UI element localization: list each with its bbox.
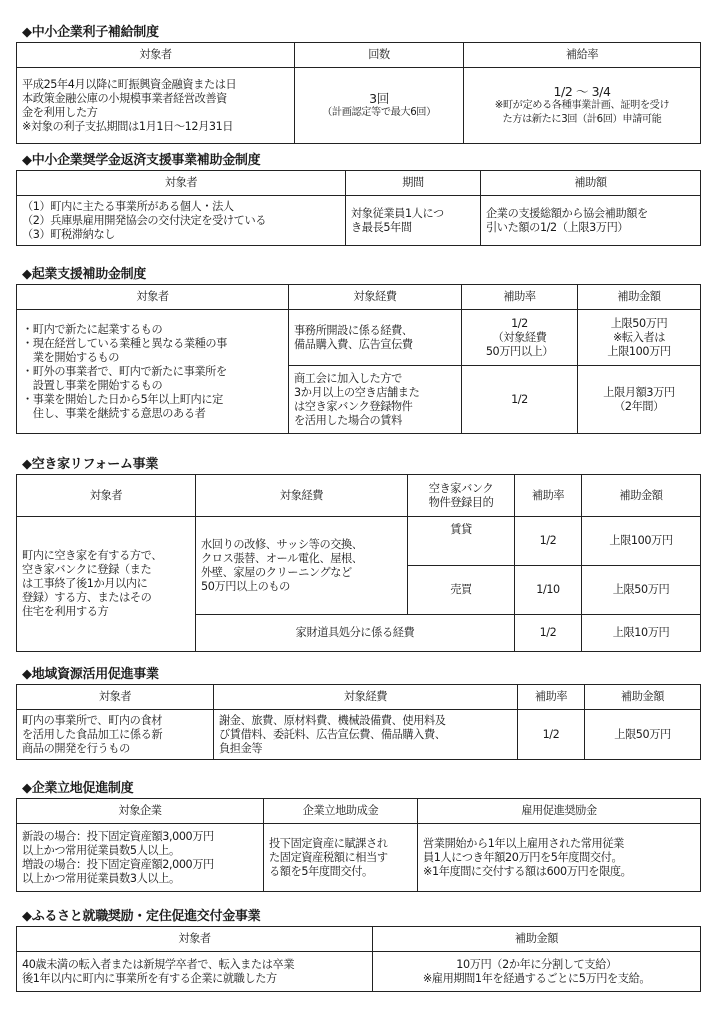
- amount-cell: 上限50万円: [582, 566, 701, 615]
- table-header-row: [17, 285, 701, 310]
- table-row: [17, 824, 701, 892]
- text-line: 増設の場合：投下固定資産額2,000万円: [22, 857, 214, 871]
- header-amount: 補助金額: [373, 927, 701, 952]
- section-startup-support: [16, 266, 701, 434]
- header-subsidy: 企業立地助成金: [264, 799, 418, 824]
- table-header-row: [17, 43, 701, 68]
- text-line: ・町内で新たに起業するもの: [22, 322, 163, 336]
- business-location-table: [16, 798, 701, 892]
- expense-cell: 家財道具処分に係る経費: [196, 615, 515, 652]
- header-target: 対象者: [17, 43, 295, 68]
- rate-cell: [464, 68, 701, 144]
- text-line: 50万円以上）: [485, 344, 554, 358]
- purpose-cell: 賃貸: [408, 517, 515, 566]
- text-line: 営業開始から1年以上雇用された常用従業: [423, 836, 624, 850]
- text-line: 町内に空き家を有する方で、: [22, 549, 163, 562]
- text-line: 設置し事業を開始するもの: [22, 378, 163, 392]
- purpose-cell: 売買: [408, 566, 515, 615]
- table-row: [17, 196, 701, 246]
- text-line: 平成25年4月以降に町振興資金融資または日: [22, 77, 237, 91]
- text-line: 町内の事業所で、町内の食材: [22, 713, 163, 727]
- text-line: （3）町税滞納なし: [22, 227, 116, 241]
- header-amount: 補助金額: [578, 285, 701, 310]
- text-line: 備品購入費、広告宣伝費: [294, 337, 413, 351]
- table-header-row: [17, 171, 701, 196]
- header-amount: 補助金額: [582, 475, 701, 517]
- text-line: 以上かつ常用従業員数3人以上。: [22, 871, 180, 885]
- section-interest-subsidy: [16, 24, 701, 144]
- subsidy-cell: [264, 824, 418, 892]
- header-incentive: 雇用促進奨励金: [418, 799, 701, 824]
- target-cell: [17, 68, 295, 144]
- text-line: 本政策金融公庫の小規模事業者経営改善資: [22, 91, 227, 105]
- header-expense: 対象経費: [196, 475, 408, 517]
- header-target: 対象者: [17, 685, 214, 710]
- text-line: 上限50万円: [610, 316, 668, 330]
- table-row: [17, 952, 701, 992]
- header-target: 対象者: [17, 285, 289, 310]
- text-line: 企業の支援総額から協会補助額を: [486, 206, 648, 220]
- text-line: 1/2: [511, 316, 528, 330]
- target-cell: [17, 196, 346, 246]
- text-line: 負担金等: [219, 741, 263, 755]
- section-title: ◆地域資源活用促進事業: [22, 667, 159, 682]
- rate-cell: 1/2: [515, 615, 582, 652]
- table-header-row: [17, 685, 701, 710]
- amount-cell: [481, 196, 701, 246]
- text-line: は空き家バンク登録物件: [294, 399, 413, 413]
- text-line: 対象従業員1人につ: [351, 206, 444, 220]
- rate-cell: [462, 310, 578, 366]
- section-local-resource: [16, 666, 701, 760]
- count-value: 3回: [369, 90, 389, 106]
- table-header-row: [17, 799, 701, 824]
- header-target: 対象者: [17, 927, 373, 952]
- text-line: 業を開始するもの: [22, 350, 120, 364]
- table-row: [17, 68, 701, 144]
- local-resource-table: [16, 684, 701, 760]
- header-target: 対象企業: [17, 799, 264, 824]
- target-cell: [17, 517, 196, 652]
- section-title: ◆中小企業奨学金返済支援事業補助金制度: [22, 153, 261, 168]
- text-line: ※対象の利子支払期間は1月1日～12月31日: [22, 119, 234, 133]
- text-line: 商工会に加入した方で: [294, 371, 402, 385]
- section-title: ◆起業支援補助金制度: [22, 267, 146, 282]
- header-purpose: [408, 475, 515, 517]
- target-cell: [17, 710, 214, 760]
- text-line: 水回りの改修、サッシ等の交換、: [201, 537, 363, 551]
- table-row: [17, 310, 701, 366]
- text-line: ・事業を開始した日から5年以上町内に定: [22, 392, 223, 406]
- text-line: 新設の場合：投下固定資産額3,000万円: [22, 829, 214, 843]
- count-note: （計画認定等で最大6回）: [322, 106, 436, 118]
- section-business-location: [16, 780, 701, 892]
- text-line: 外壁、家屋のクリーニングなど: [201, 565, 352, 579]
- vacant-house-reform-table: [16, 474, 701, 652]
- section-title: ◆ふるさと就職奨励・定住促進交付金事業: [22, 909, 261, 924]
- text-line: た固定資産税額に相当す: [269, 850, 388, 864]
- text-line: 上限100万円: [607, 344, 671, 358]
- target-cell: [17, 824, 264, 892]
- text-line: 空き家バンク: [428, 481, 494, 495]
- text-line: ※転入者は: [612, 330, 666, 344]
- rate-value: 1/2 ～ 3/4: [553, 83, 611, 99]
- text-line: を活用した食品加工に係る新: [22, 727, 163, 741]
- header-count: 回数: [295, 43, 464, 68]
- text-line: び賃借料、委託料、広告宣伝費、備品購入費、: [219, 727, 446, 741]
- table-row: [17, 710, 701, 760]
- text-line: （2年間）: [614, 399, 664, 413]
- text-line: ※1年度間に交付する額は600万円を限度。: [423, 864, 632, 878]
- amount-cell: 上限10万円: [582, 615, 701, 652]
- text-line: 投下固定資産に賦課され: [269, 836, 388, 850]
- target-cell: [17, 952, 373, 992]
- text-line: ※雇用期間1年を経過するごとに5万円を支給。: [422, 971, 651, 985]
- section-hometown-employment: [16, 908, 701, 992]
- text-line: クロス張替、オール電化、屋根、: [201, 551, 363, 565]
- rate-cell: [462, 366, 578, 434]
- section-title: ◆企業立地促進制度: [22, 781, 134, 796]
- amount-cell: [578, 366, 701, 434]
- expense-cell: [289, 366, 462, 434]
- amount-cell: [373, 952, 701, 992]
- rate-cell: 1/2: [518, 710, 585, 760]
- text-line: 40歳未満の転入者または新規学卒者で、転入または卒業: [22, 957, 295, 971]
- text-line: き最長5年間: [351, 220, 412, 234]
- text-line: 以上かつ常用従業員数5人以上。: [22, 843, 180, 857]
- text-line: 1/2: [511, 392, 528, 406]
- section-title: ◆中小企業利子補給制度: [22, 25, 159, 40]
- section-title: ◆空き家リフォーム事業: [22, 457, 159, 472]
- rate-note: ※町が定める各種事業計画、証明を受け: [494, 99, 670, 111]
- text-line: 50万円以上のもの: [201, 579, 290, 593]
- header-amount: 補助額: [481, 171, 701, 196]
- text-line: 員1人につき年額20万円を5年度間交付。: [423, 850, 623, 864]
- text-line: 謝金、旅費、原材料費、機械設備費、使用料及: [219, 713, 446, 727]
- text-line: は工事終了後1か月以内に: [22, 577, 148, 590]
- text-line: 3か月以上の空き店舗また: [294, 385, 420, 399]
- text-line: （1）町内に主たる事業所がある個人・法人: [22, 199, 234, 213]
- rate-note: た方は新たに3回（計6回）申請可能: [502, 113, 662, 125]
- scholarship-support-table: [16, 170, 701, 246]
- text-line: を活用した場合の賃料: [294, 413, 402, 427]
- rate-cell: 1/2: [515, 517, 582, 566]
- header-expense: 対象経費: [289, 285, 462, 310]
- table-header-row: [17, 927, 701, 952]
- header-rate: 補助率: [518, 685, 585, 710]
- target-cell: [17, 310, 289, 434]
- expense-cell: [289, 310, 462, 366]
- text-line: 10万円（2か年に分割して支給）: [456, 957, 617, 971]
- expense-cell: [196, 517, 408, 615]
- header-rate: 補助率: [462, 285, 578, 310]
- section-scholarship-support: [16, 152, 701, 246]
- expense-cell: [214, 710, 518, 760]
- text-line: 住し、事業を継続する意思のある者: [22, 406, 206, 420]
- interest-subsidy-table: [16, 42, 701, 144]
- table-row: [17, 517, 701, 566]
- section-vacant-house-reform: [16, 456, 701, 652]
- text-line: る額を5年度間交付。: [269, 864, 373, 878]
- header-amount: 補助金額: [585, 685, 701, 710]
- startup-support-table: [16, 284, 701, 434]
- header-expense: 対象経費: [214, 685, 518, 710]
- text-line: 空き家バンクに登録（また: [22, 563, 152, 576]
- amount-cell: 上限50万円: [585, 710, 701, 760]
- text-line: （2）兵庫県雇用開発協会の交付決定を受けている: [22, 213, 267, 227]
- count-cell: [295, 68, 464, 144]
- text-line: 登録）する方、またはその: [22, 591, 152, 604]
- header-rate: 補給率: [464, 43, 701, 68]
- text-line: 住宅を利用する方: [22, 605, 109, 618]
- text-line: 物件登録目的: [428, 495, 494, 509]
- text-line: 上限月額3万円: [603, 385, 675, 399]
- header-target: 対象者: [17, 475, 196, 517]
- table-header-row: [17, 475, 701, 517]
- hometown-employment-table: [16, 926, 701, 992]
- text-line: ・現在経営している業種と異なる業種の事: [22, 336, 227, 350]
- text-line: 後1年以内に町内に事業所を有する企業に就職した方: [22, 971, 277, 985]
- amount-cell: [578, 310, 701, 366]
- text-line: 金を利用した方: [22, 105, 98, 119]
- text-line: 商品の開発を行うもの: [22, 741, 130, 755]
- text-line: （対象経費: [492, 330, 547, 344]
- amount-cell: 上限100万円: [582, 517, 701, 566]
- header-target: 対象者: [17, 171, 346, 196]
- period-cell: [346, 196, 481, 246]
- header-period: 期間: [346, 171, 481, 196]
- incentive-cell: [418, 824, 701, 892]
- rate-cell: 1/10: [515, 566, 582, 615]
- header-rate: 補助率: [515, 475, 582, 517]
- text-line: 引いた額の1/2（上限3万円）: [486, 220, 629, 234]
- text-line: ・町外の事業者で、町内で新たに事業所を: [22, 364, 227, 378]
- text-line: 事務所開設に係る経費、: [294, 323, 413, 337]
